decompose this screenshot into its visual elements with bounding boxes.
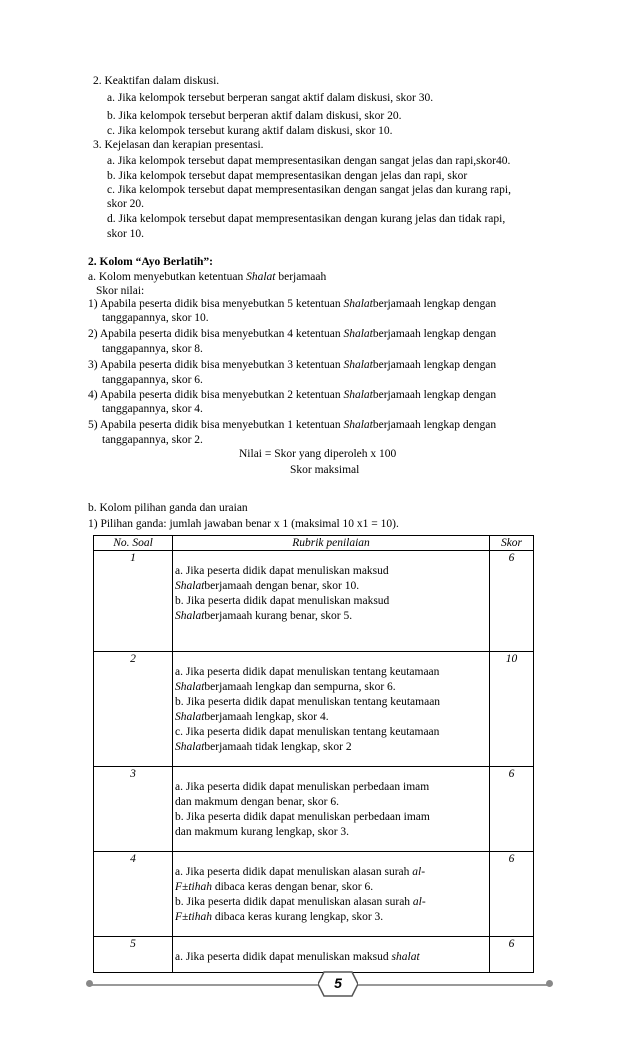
rubric-line: F±tihah dibaca keras kurang lengkap, skor 3. <box>175 911 384 923</box>
header-rubrik: Rubrik penilaian <box>173 536 490 551</box>
rubric-line: Shalatberjamaah lengkap dan sempurna, skor 6. <box>175 681 396 693</box>
formula: Nilai = Skor yang diperoleh x 100 <box>239 448 397 460</box>
section-b-title: b. Kolom pilihan ganda dan uraian <box>88 502 248 514</box>
page-number: 5 <box>334 975 342 991</box>
rubric-line: c. Jika peserta didik dapat menuliskan tentang keutamaan <box>175 726 440 738</box>
criterion-3-c-cont: skor 20. <box>107 198 145 210</box>
cell-skor: 6 <box>490 767 534 852</box>
score-item-italic: Shalat <box>343 359 373 371</box>
score-item-cont: tanggapannya, skor 8. <box>102 343 203 355</box>
section-a-italic: Shalat <box>246 271 276 283</box>
score-item <box>88 327 496 341</box>
table-row <box>94 551 534 652</box>
table-row <box>94 767 534 852</box>
cell-skor: 6 <box>490 937 534 973</box>
footer-dot-left <box>86 980 93 987</box>
score-item <box>88 297 496 311</box>
rubric-table <box>93 535 534 973</box>
rubric-line: Shalatberjamaah dengan benar, skor 10. <box>175 580 360 592</box>
score-item-text-end: berjamaah lengkap dengan <box>372 298 497 310</box>
cell-no-soal: 3 <box>94 767 173 852</box>
section-heading: 2. Kolom “Ayo Berlatih”: <box>88 256 213 268</box>
score-item-italic: Shalat <box>343 389 373 401</box>
multiple-choice-rule: 1) Pilihan ganda: jumlah jawaban benar x 1 (maksimal 10 x1 = 10). <box>88 518 399 530</box>
score-item-italic: Shalat <box>343 298 373 310</box>
cell-rubrik <box>173 937 490 973</box>
rubric-line: b. Jika peserta didik dapat menuliskan perbedaan imam <box>175 811 430 823</box>
rubric-line: b. Jika peserta didik dapat menuliskan tentang keutamaan <box>175 696 441 708</box>
score-item-cont: tanggapannya, skor 4. <box>102 403 203 415</box>
criterion-2-b: b. Jika kelompok tersebut berperan aktif dalam diskusi, skor 20. <box>107 110 402 122</box>
rubric-line: a. Jika peserta didik dapat menuliskan maksud <box>175 565 389 577</box>
criterion-3-d-cont: skor 10. <box>107 228 145 240</box>
rubric-line: dan makmum dengan benar, skor 6. <box>175 796 340 808</box>
criterion-3-a: a. Jika kelompok tersebut dapat mempresentasikan dengan sangat jelas dan rapi,skor40. <box>107 155 511 167</box>
score-item-italic: Shalat <box>343 419 373 431</box>
rubric-line: a. Jika peserta didik dapat menuliskan maksud shalat <box>175 951 420 963</box>
rubric-line: a. Jika peserta didik dapat menuliskan perbedaan imam <box>175 781 430 793</box>
score-item <box>88 358 496 372</box>
criterion-3-b: b. Jika kelompok tersebut dapat mempresentasikan dengan jelas dan rapi, skor <box>107 170 468 182</box>
section-a-prefix: a. Kolom menyebutkan ketentuan <box>88 271 244 283</box>
skor-nilai-label: Skor nilai: <box>96 285 145 297</box>
score-item-italic: Shalat <box>343 328 373 340</box>
score-item-text-end: berjamaah lengkap dengan <box>372 389 497 401</box>
table-row <box>94 652 534 767</box>
cell-no-soal: 2 <box>94 652 173 767</box>
score-item-cont: tanggapannya, skor 10. <box>102 312 209 324</box>
cell-rubrik <box>173 767 490 852</box>
cell-skor: 6 <box>490 852 534 937</box>
formula-denominator: Skor maksimal <box>290 464 360 476</box>
table-row <box>94 852 534 937</box>
criterion-2-a: a. Jika kelompok tersebut berperan sangat aktif dalam diskusi, skor 30. <box>107 92 434 104</box>
rubric-line: F±tihah dibaca keras dengan benar, skor 6. <box>175 881 374 893</box>
header-skor: Skor <box>490 536 534 551</box>
score-item-cont: tanggapannya, skor 6. <box>102 374 203 386</box>
criterion-2-title: 2. Keaktifan dalam diskusi. <box>93 75 220 87</box>
score-item-cont: tanggapannya, skor 2. <box>102 434 203 446</box>
header-no-soal: No. Soal <box>94 536 173 551</box>
score-item-text: 4) Apabila peserta didik bisa menyebutkan 2 ketentuan <box>88 389 341 401</box>
cell-skor: 10 <box>490 652 534 767</box>
score-item-text: 2) Apabila peserta didik bisa menyebutkan 4 ketentuan <box>88 328 341 340</box>
section-a-line <box>88 270 326 284</box>
criterion-3-c: c. Jika kelompok tersebut dapat mempresentasikan dengan sangat jelas dan kurang rapi, <box>107 184 511 196</box>
rubric-line: Shalatberjamaah lengkap, skor 4. <box>175 711 329 723</box>
table-header-row <box>94 536 534 551</box>
score-item-text-end: berjamaah lengkap dengan <box>372 419 497 431</box>
rubric-line: Shalatberjamaah kurang benar, skor 5. <box>175 610 353 622</box>
cell-skor: 6 <box>490 551 534 652</box>
criterion-3-title: 3. Kejelasan dan kerapian presentasi. <box>93 139 264 151</box>
score-item <box>88 418 496 432</box>
criterion-2-c: c. Jika kelompok tersebut kurang aktif dalam diskusi, skor 10. <box>107 125 393 137</box>
criterion-3-d: d. Jika kelompok tersebut dapat mempresentasikan dengan kurang jelas dan tidak rapi, <box>107 213 506 225</box>
score-item-text-end: berjamaah lengkap dengan <box>372 328 497 340</box>
cell-rubrik <box>173 652 490 767</box>
score-item <box>88 388 496 402</box>
score-item-text: 1) Apabila peserta didik bisa menyebutkan 5 ketentuan <box>88 298 341 310</box>
rubric-line: Shalatberjamaah tidak lengkap, skor 2 <box>175 741 352 753</box>
rubric-line: a. Jika peserta didik dapat menuliskan tentang keutamaan <box>175 666 440 678</box>
rubric-line: b. Jika peserta didik dapat menuliskan maksud <box>175 595 390 607</box>
table-row <box>94 937 534 973</box>
section-a-suffix: berjamaah <box>278 271 327 283</box>
score-item-text-end: berjamaah lengkap dengan <box>372 359 497 371</box>
cell-no-soal: 4 <box>94 852 173 937</box>
cell-no-soal: 1 <box>94 551 173 652</box>
rubric-line: dan makmum kurang lengkap, skor 3. <box>175 826 350 838</box>
footer-dot-right <box>546 980 553 987</box>
cell-no-soal: 5 <box>94 937 173 973</box>
cell-rubrik <box>173 551 490 652</box>
rubric-line: b. Jika peserta didik dapat menuliskan alasan surah al- <box>175 896 426 908</box>
rubric-line: a. Jika peserta didik dapat menuliskan alasan surah al- <box>175 866 426 878</box>
cell-rubrik <box>173 852 490 937</box>
score-item-text: 3) Apabila peserta didik bisa menyebutkan 3 ketentuan <box>88 359 341 371</box>
score-item-text: 5) Apabila peserta didik bisa menyebutkan 1 ketentuan <box>88 419 341 431</box>
